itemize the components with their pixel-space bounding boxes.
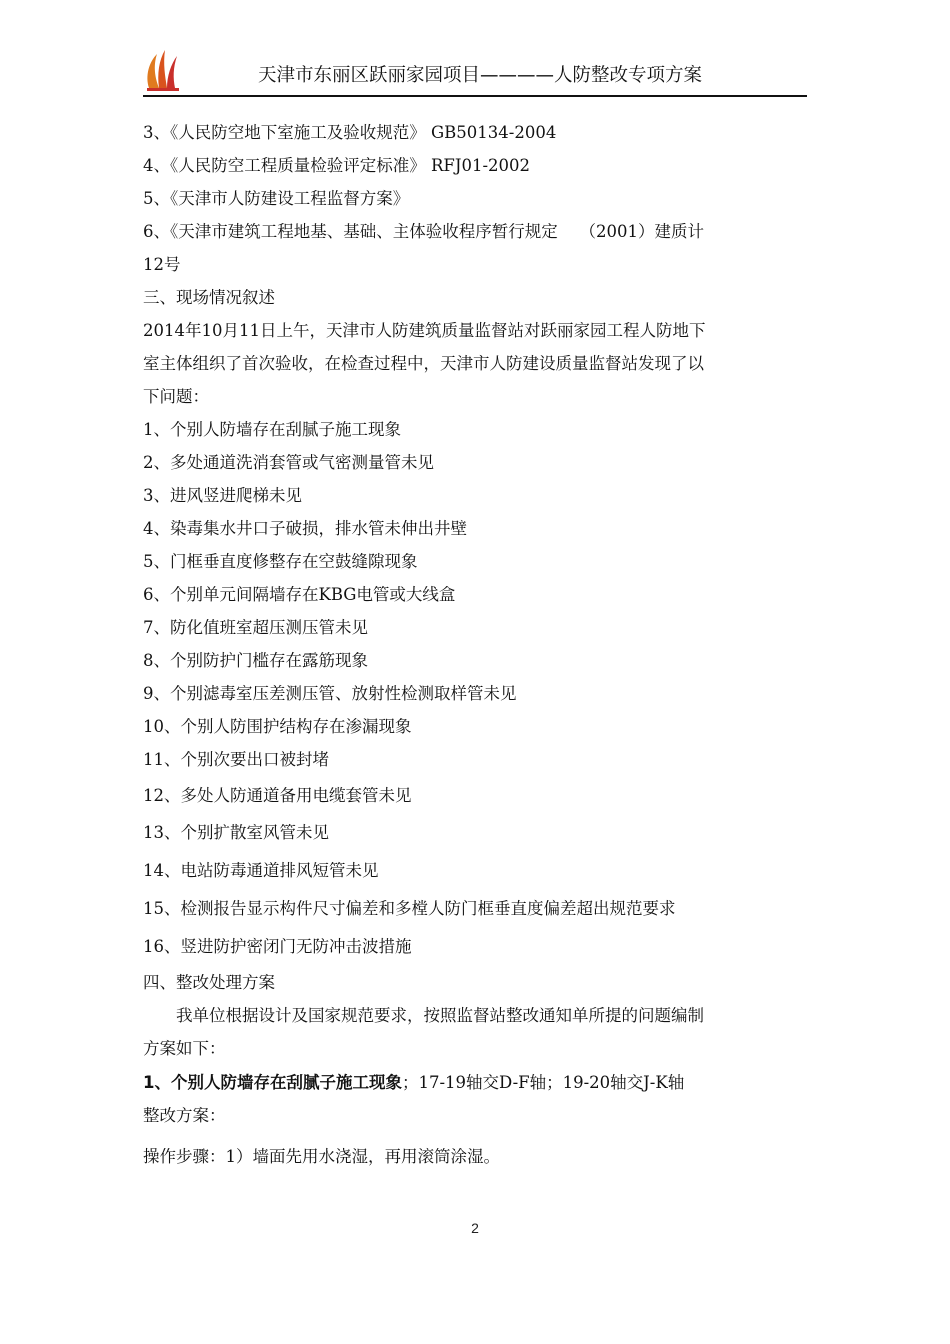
issue-item: 9、个别滤毒室压差测压管、放射性检测取样管未见 [143,684,517,703]
paragraph-line: 我单位根据设计及国家规范要求，按照监督站整改通知单所提的问题编制 [143,1006,704,1025]
issue-item: 14、电站防毒通道排风短管未见 [143,861,379,880]
reference-item: 5、《天津市人防建设工程监督方案》 [143,189,410,208]
reference-item: 4、《人民防空工程质量检验评定标准》 RFJ01-2002 [143,156,531,175]
page-header [143,40,807,98]
issue-item: 16、竖进防护密闭门无防冲击波措施 [143,937,412,956]
plan-label: 整改方案： [143,1106,226,1125]
company-logo-icon [143,46,183,92]
reference-item: 6、《天津市建筑工程地基、基础、主体验收程序暂行规定 （2001）建质计 [143,222,704,241]
fix-item-title: 1、个别人防墙存在刮腻子施工现象 [143,1073,402,1092]
issue-item: 11、个别次要出口被封堵 [143,750,329,769]
section-heading: 三、现场情况叙述 [143,288,275,307]
page-number: 2 [471,1220,479,1236]
step-line: 操作步骤：1）墙面先用水浇湿，再用滚筒涂湿。 [143,1147,500,1166]
issue-item: 5、门框垂直度修整存在空鼓缝隙现象 [143,552,418,571]
issue-item: 7、防化值班室超压测压管未见 [143,618,368,637]
header-divider [143,95,807,97]
issue-item: 10、个别人防围护结构存在渗漏现象 [143,717,412,736]
document-title: 天津市东丽区跃丽家园项目————人防整改专项方案 [258,65,703,86]
issue-item: 2、多处通道洗消套管或气密测量管未见 [143,453,434,472]
reference-item: 3、《人民防空地下室施工及验收规范》 GB50134-2004 [143,123,557,142]
fix-item-heading [143,1071,684,1095]
reference-item-continued: 12号 [143,255,181,274]
issue-item: 3、进风竖进爬梯未见 [143,486,302,505]
issue-item: 4、染毒集水井口子破损，排水管未伸出井壁 [143,519,467,538]
issue-item: 8、个别防护门槛存在露筋现象 [143,651,368,670]
issue-item: 15、检测报告显示构件尺寸偏差和多樘人防门框垂直度偏差超出规范要求 [143,899,676,918]
paragraph-line: 下问题： [143,387,209,406]
issue-item: 12、多处人防通道备用电缆套管未见 [143,786,412,805]
section-heading: 四、整改处理方案 [143,973,275,992]
paragraph-line: 方案如下： [143,1039,226,1058]
paragraph-line: 2014年10月11日上午，天津市人防建筑质量监督站对跃丽家园工程人防地下 [143,321,706,340]
paragraph-line: 室主体组织了首次验收，在检查过程中，天津市人防建设质量监督站发现了以 [143,354,704,373]
issue-item: 6、个别单元间隔墙存在KBG电管或大线盒 [143,585,456,604]
issue-item: 1、个别人防墙存在刮腻子施工现象 [143,420,401,439]
fix-item-location: ；17-19轴交D-F轴；19-20轴交J-K轴 [401,1073,685,1092]
issue-item: 13、个别扩散室风管未见 [143,823,329,842]
